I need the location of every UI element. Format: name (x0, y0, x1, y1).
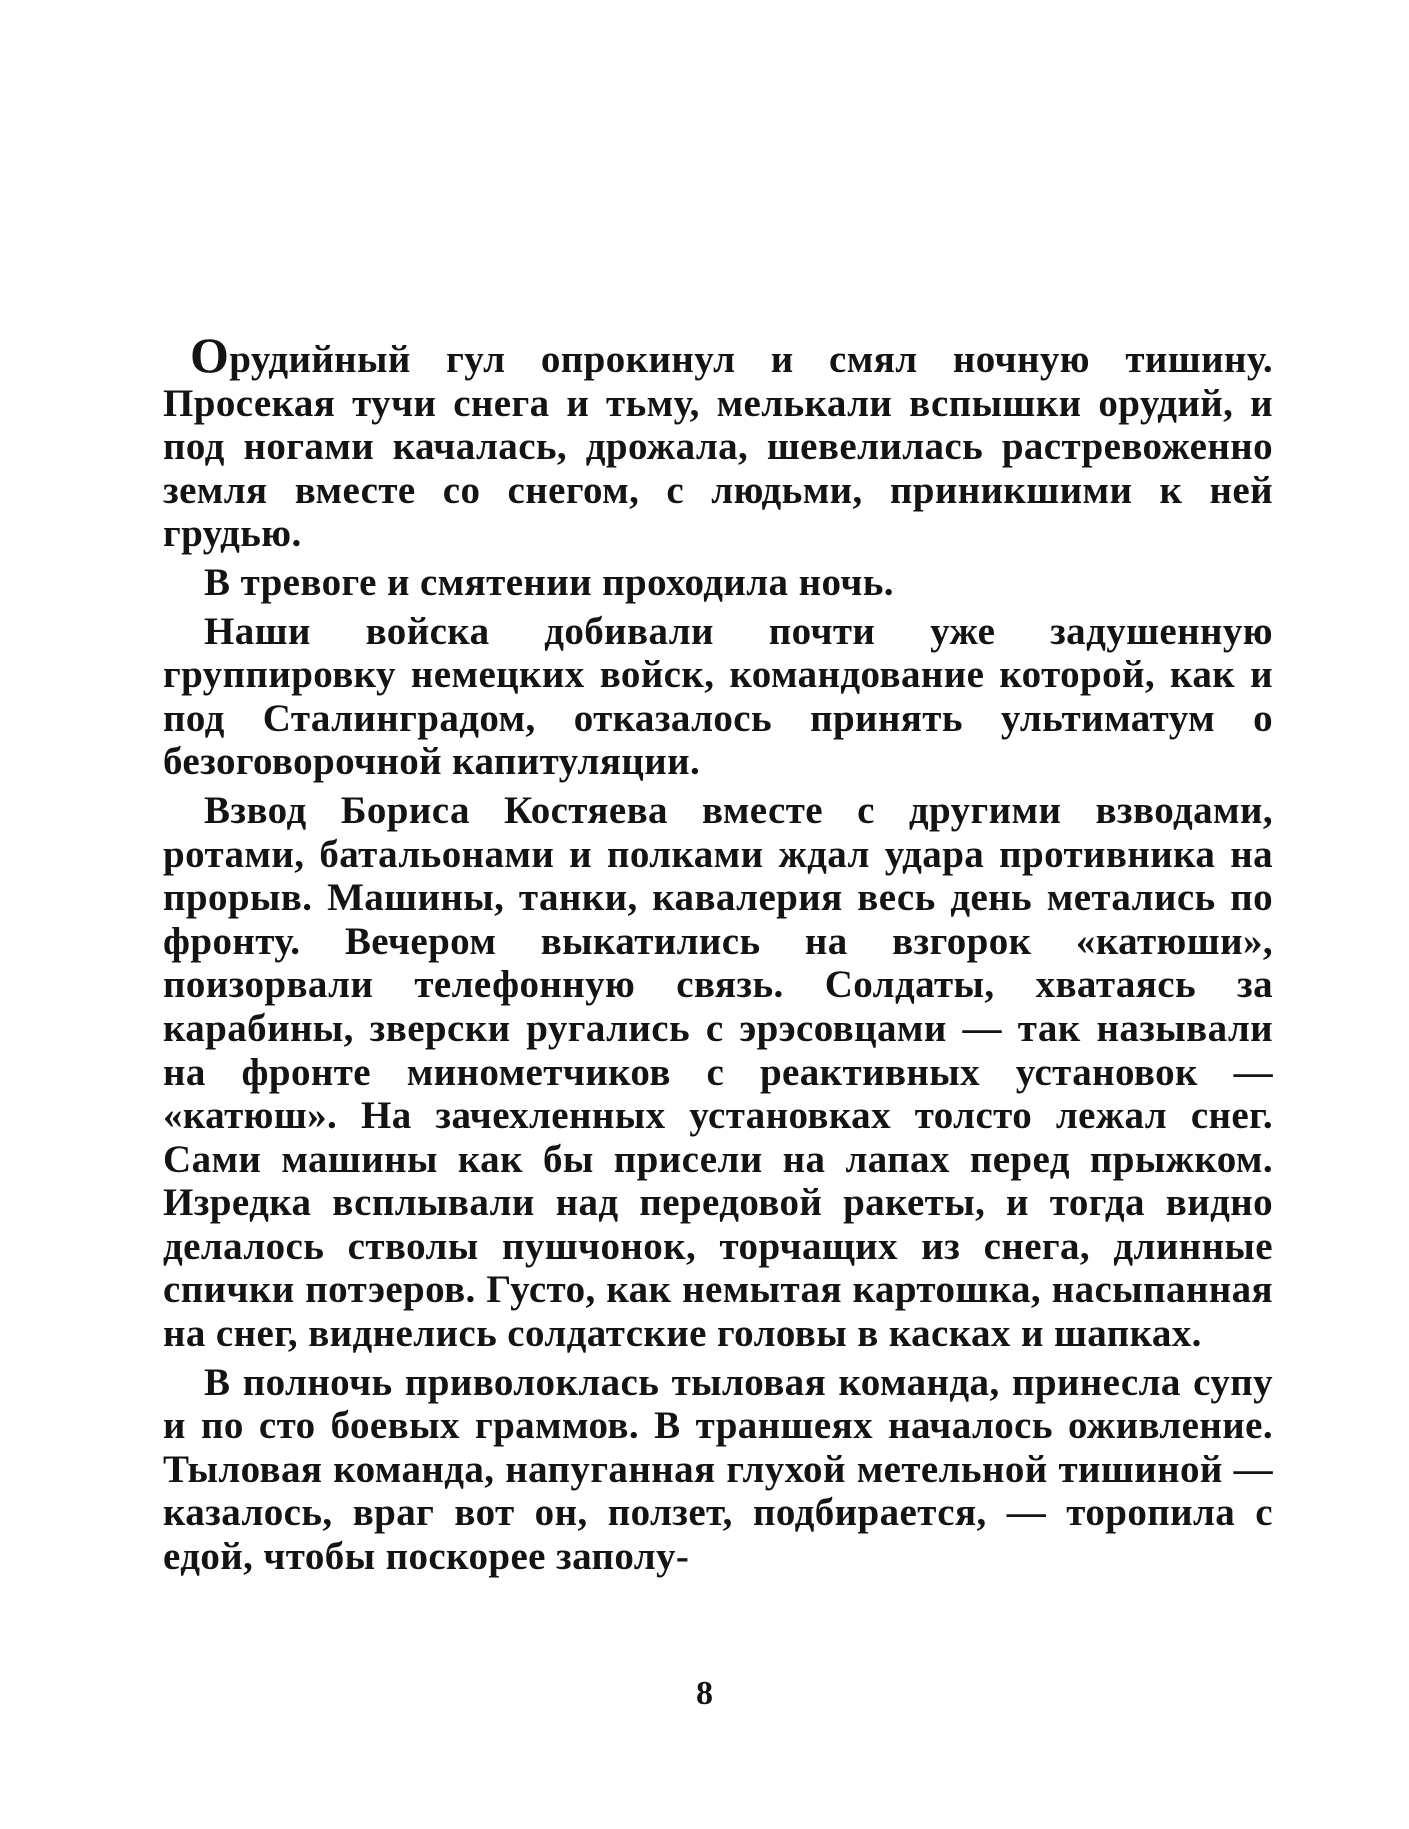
paragraph-1-text: рудийный гул опрокинул и смял ночную тишину. Просекая тучи снега и тьму, мелькали вспышки орудий, и под ногами качалась, дрожала, шевелилась растревоженно земля вместе со снегом, с людьми, приникшими к ней грудью. (163, 338, 1273, 556)
paragraph-1 (163, 327, 1273, 556)
body-text (163, 327, 1273, 1584)
page-number: 8 (696, 1675, 713, 1712)
paragraph-3: Наши войска добивали почти уже задушенную группировку немецких войск, командование которой, как и под Сталинградом, отказалось принять ультиматум о безоговорочной капитуляции. (163, 609, 1273, 784)
paragraph-4: Взвод Бориса Костяева вместе с другими взводами, ротами, батальонами и полками ждал удара противника на прорыв. Машины, танки, кавалерия весь день метались по фронту. Вечером выкатились на взгорок «катюши», поизорвали телефонную связь. Солдаты, хватаясь за карабины, зверски ругались с эрэсовцами — так называли на фронте минометчиков с реактивных установок — «катюш». На зачехленных установках толсто лежал снег. Сами машины как бы присели на лапах перед прыжком. Изредка всплывали над передовой ракеты, и тогда видно делалось стволы пушчонок, торчащих из снега, длинные спички потэеров. Густо, как немытая картошка, насыпанная на снег, виднелись солдатские головы в касках и шапках. (163, 788, 1273, 1356)
paragraph-5: В полночь приволоклась тыловая команда, принесла супу и по сто боевых граммов. В траншеях началось оживление. Тыловая команда, напуганная глухой метельной тишиной — казалось, враг вот он, ползет, подбирается, — торопила с едой, чтобы поскорее заполу- (163, 1360, 1273, 1579)
paragraph-2: В тревоге и смятении проходила ночь. (204, 560, 894, 604)
drop-cap: О (190, 327, 230, 383)
